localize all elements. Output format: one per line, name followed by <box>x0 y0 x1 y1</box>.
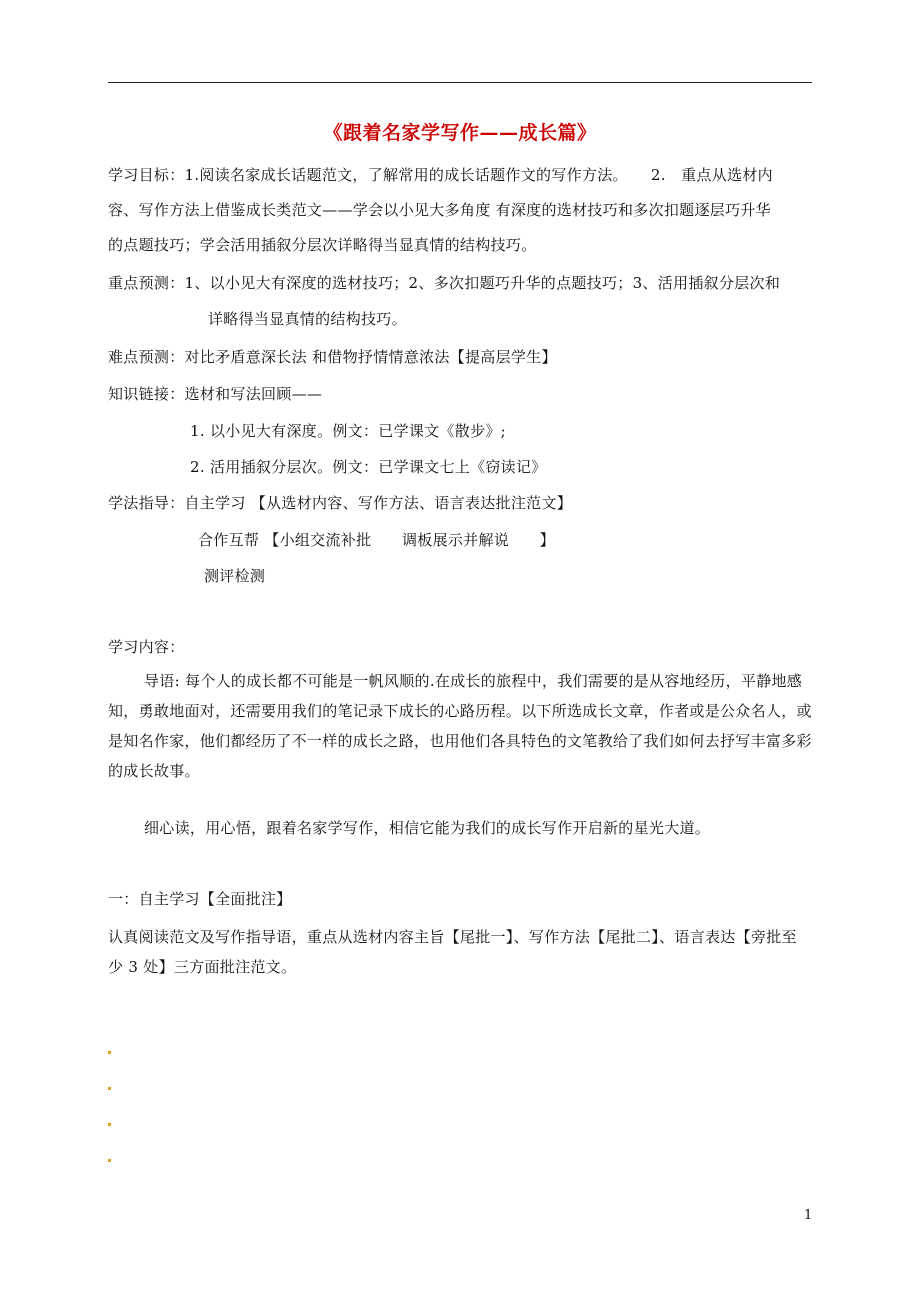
method-line-2: 合作互帮 【小组交流补批 调板展示并解说 】 <box>198 531 555 549</box>
method-line-1: 学法指导：自主学习 【从选材内容、写作方法、语言表达批注范文】 <box>108 494 573 512</box>
knowledge-item-1: 1. 以小见大有深度。例文：已学课文《散步》; <box>190 422 507 440</box>
header-rule <box>108 82 812 83</box>
section-1-heading: 一：自主学习【全面批注】 <box>108 890 292 908</box>
intro-paragraph: 导语: 每个人的成长都不可能是一帆风顺的.在成长的旅程中，我们需要的是从容地经历，平静地感知，勇敢地面对，还需要用我们的笔记录下成长的心路历程。以下所选成长文章，作者或是公众名人，或是知名作家，他们都经历了不一样的成长之路，也用他们各具特色的文笔教给了我们如何去抒写丰富多彩的成长故事。 <box>108 672 812 780</box>
read-line: 细心读，用心悟，跟着名家学写作，相信它能为我们的成长写作开启新的星光大道。 <box>144 819 711 837</box>
goals-line-2: 容、写作方法上借鉴成长类范文——学会以小见大多角度 有深度的选材技巧和多次扣题逐层巧升华 <box>108 201 771 219</box>
bullet-marker <box>108 1051 111 1054</box>
bullet-marker <box>108 1123 111 1126</box>
bullet-marker <box>108 1159 111 1162</box>
content-label: 学习内容： <box>108 638 185 656</box>
goals-line-1: 学习目标：1.阅读名家成长话题范文，了解常用的成长话题作文的写作方法。 2. 重点从选材内 <box>108 166 773 184</box>
knowledge-item-2: 2. 活用插叙分层次。例文：已学课文七上《窃读记》 <box>190 458 547 476</box>
method-line-3: 测评检测 <box>204 567 266 585</box>
focus-line-1: 重点预测：1、以小见大有深度的选材技巧；2、多次扣题巧升华的点题技巧；3、活用插叙分层次和 <box>108 274 781 292</box>
bullet-marker <box>108 1087 111 1090</box>
document-title: 《跟着名家学写作——成长篇》 <box>323 122 597 144</box>
section-1-body: 认真阅读范文及写作指导语，重点从选材内容主旨【尾批一】、写作方法【尾批二】、语言表达【旁批至少 3 处】三方面批注范文。 <box>108 928 797 976</box>
focus-line-2: 详略得当显真情的结构技巧。 <box>208 310 407 328</box>
knowledge-label: 知识链接：选材和写法回顾—— <box>108 385 323 403</box>
page-number: 1 <box>804 1208 813 1223</box>
goals-line-3: 的点题技巧；学会活用插叙分层次详略得当显真情的结构技巧。 <box>108 236 537 254</box>
difficulty-line: 难点预测：对比矛盾意深长法 和借物抒情情意浓法【提高层学生】 <box>108 348 557 366</box>
